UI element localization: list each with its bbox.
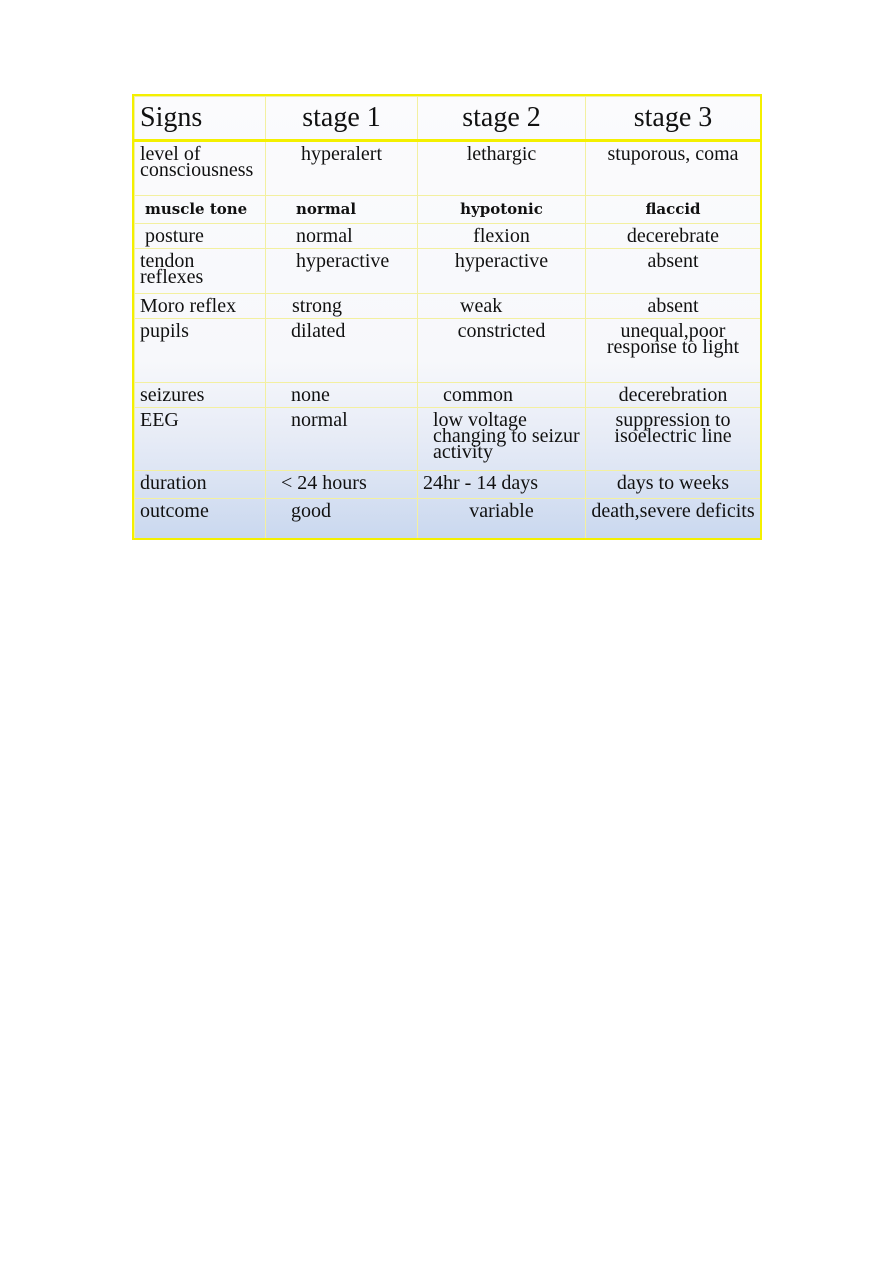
row-sign-label: pupils [135, 319, 266, 383]
hie-stages-table [134, 96, 761, 540]
table-row [135, 249, 761, 294]
table-row [135, 319, 761, 383]
stage-1-cell: hyperalert [266, 141, 418, 196]
table-header-row [135, 97, 761, 141]
row-sign-label: muscle tone [135, 196, 266, 224]
stage-2-cell: flexion [418, 224, 586, 249]
row-sign-label: posture [135, 224, 266, 249]
stage-3-cell: days to weeks [586, 471, 761, 499]
table-row [135, 141, 761, 196]
row-sign-label: EEG [135, 408, 266, 471]
stage-3-cell: suppression to isoelectric line [586, 408, 761, 471]
header-stage-1: stage 1 [266, 97, 418, 141]
stage-1-cell: normal [266, 196, 418, 224]
stage-1-cell: good [266, 499, 418, 541]
header-stage-3: stage 3 [586, 97, 761, 141]
stage-3-cell: flaccid [586, 196, 761, 224]
stage-1-cell: none [266, 383, 418, 408]
stage-2-cell: variable [418, 499, 586, 541]
stage-2-cell: 24hr - 14 days [418, 471, 586, 499]
row-sign-label: tendon reflexes [135, 249, 266, 294]
stage-2-cell: low voltage changing to seizur activity [418, 408, 586, 471]
stage-1-cell: < 24 hours [266, 471, 418, 499]
stage-1-cell: normal [266, 408, 418, 471]
table-row [135, 294, 761, 319]
row-sign-label: Moro reflex [135, 294, 266, 319]
stage-2-cell: lethargic [418, 141, 586, 196]
row-sign-label: level of consciousness [135, 141, 266, 196]
stage-2-cell: constricted [418, 319, 586, 383]
stage-2-cell: hyperactive [418, 249, 586, 294]
stage-1-cell: hyperactive [266, 249, 418, 294]
row-sign-label: seizures [135, 383, 266, 408]
stage-3-cell: stuporous, coma [586, 141, 761, 196]
stage-1-cell: normal [266, 224, 418, 249]
row-sign-label: duration [135, 471, 266, 499]
table-row [135, 383, 761, 408]
header-stage-2: stage 2 [418, 97, 586, 141]
stage-1-cell: strong [266, 294, 418, 319]
table-row [135, 224, 761, 249]
table-row [135, 471, 761, 499]
stage-3-cell: death,severe deficits [586, 499, 761, 541]
header-signs: Signs [135, 97, 266, 141]
table-row [135, 499, 761, 541]
stage-3-cell: absent [586, 249, 761, 294]
table-row [135, 408, 761, 471]
stage-2-cell: weak [418, 294, 586, 319]
stage-3-cell: decerebrate [586, 224, 761, 249]
stage-3-cell: absent [586, 294, 761, 319]
stage-3-cell: decerebration [586, 383, 761, 408]
stage-1-cell: dilated [266, 319, 418, 383]
table-row [135, 196, 761, 224]
row-sign-label: outcome [135, 499, 266, 541]
hie-stages-table-container [132, 94, 762, 540]
stage-2-cell: common [418, 383, 586, 408]
stage-3-cell: unequal,poor response to light [586, 319, 761, 383]
stage-2-cell: hypotonic [418, 196, 586, 224]
